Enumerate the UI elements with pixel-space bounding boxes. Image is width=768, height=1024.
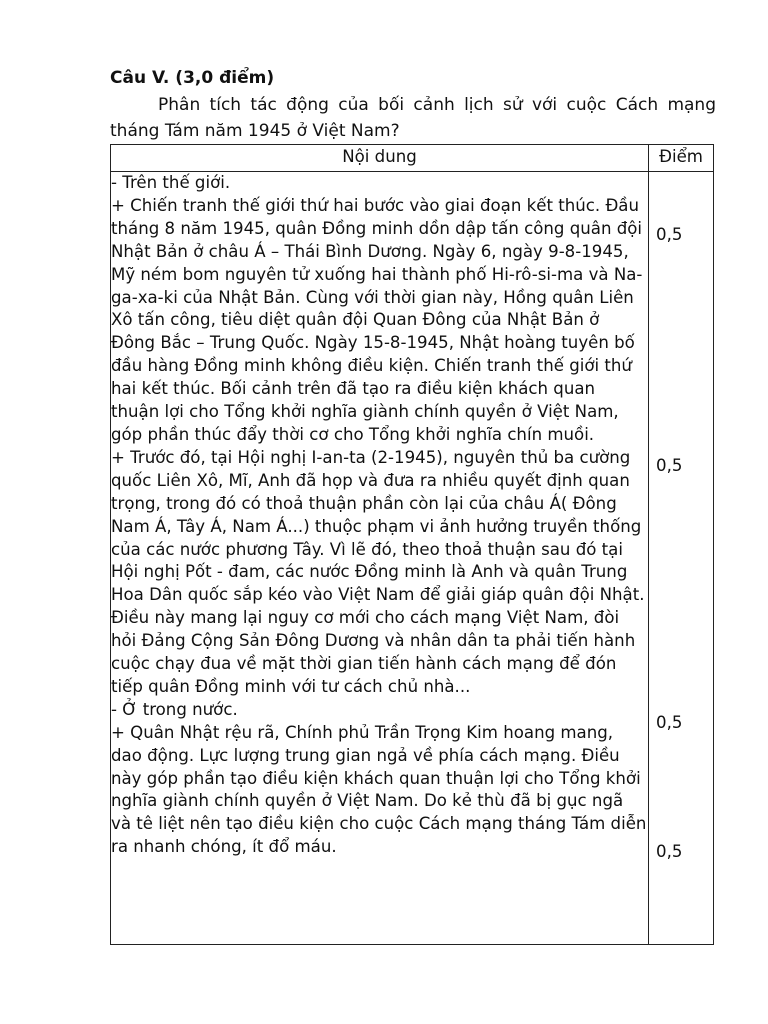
score-value: 0,5	[656, 456, 683, 475]
paragraph-yalta-potsdam: + Trước đó, tại Hội nghị I-an-ta (2-1945), nguyên thủ ba cường quốc Liên Xô, Mĩ, Anh đã họp và đưa ra nhiều quyết định quan trọng, trong đó có thoả thuận phần còn lại của châu Á( Đông Nam Á, Tây Á, Nam Á...) thuộc phạm vi ảnh hưởng truyền thống của các nước phương Tây. Vì lẽ đó, theo thoả thuận sau đó tại Hội nghị Pốt - đam, các nước Đồng minh là Anh và quân Trung Hoa Dân quốc sắp kéo vào Việt Nam để giải giáp quân đội Nhật. Điều này mang lại nguy cơ mới cho cách mạng Việt Nam, đòi hỏi Đảng Cộng Sản Đông Dương và nhân dân ta phải tiến hành cuộc chạy đua về mặt thời gian tiến hành cách mạng để đón tiếp quân Đồng minh với tư cách chủ nhà...	[111, 447, 645, 696]
question-text: Phân tích tác động của bối cảnh lịch sử với cuộc Cách mạng tháng Tám năm 1945 ở Việt Nam?	[110, 95, 716, 141]
score-value: 0,5	[656, 713, 683, 732]
paragraph-world-war-end: + Chiến tranh thế giới thứ hai bước vào giai đoạn kết thúc. Đầu tháng 8 năm 1945, quân Đồng minh dồn dập tấn công quân đội Nhật Bản ở châu Á – Thái Bình Dương. Ngày 6, ngày 9-8-1945, Mỹ ném bom nguyên tử xuống hai thành phố Hi-rô-si-ma và Na-ga-xa-ki của Nhật Bản. Cùng với thời gian này, Hồng quân Liên Xô tấn công, tiêu diệt quân đội Quan Đông của Nhật Bản ở Đông Bắc – Trung Quốc. Ngày 15-8-1945, Nhật hoàng tuyên bố đầu hàng Đồng minh không điều kiện. Chiến tranh thế giới thứ hai kết thúc. Bối cảnh trên đã tạo ra điều kiện khách quan thuận lợi cho Tổng khởi nghĩa giành chính quyền ở Việt Nam, góp phần thúc đẩy thời cơ cho Tổng khởi nghĩa chín muồi.	[111, 195, 643, 444]
paragraph-domestic: + Quân Nhật rệu rã, Chính phủ Trần Trọng Kim hoang mang, dao động. Lực lượng trung gian ngả về phía cách mạng. Điều này góp phần tạo điều kiện khách quan thuận lợi cho Tổng khởi nghĩa giành chính quyền ở Việt Nam. Do kẻ thù đã bị gục ngã và tê liệt nên tạo điều kiện cho cuộc Cách mạng tháng Tám diễn ra nhanh chóng, ít đổ máu.	[111, 722, 647, 857]
content-cell	[111, 172, 649, 945]
section-world-label: - Trên thế giới.	[111, 173, 231, 192]
section-domestic-label: - Ở trong nước.	[111, 699, 238, 719]
question-heading: Câu V. (3,0 điểm)	[110, 68, 275, 88]
answer-table	[110, 144, 714, 945]
header-score: Điểm	[649, 145, 714, 172]
table-header-row	[111, 145, 714, 172]
table-row	[111, 172, 714, 945]
score-value: 0,5	[656, 842, 683, 861]
header-content: Nội dung	[111, 145, 649, 172]
score-value: 0,5	[656, 225, 683, 244]
score-cell	[649, 172, 714, 945]
